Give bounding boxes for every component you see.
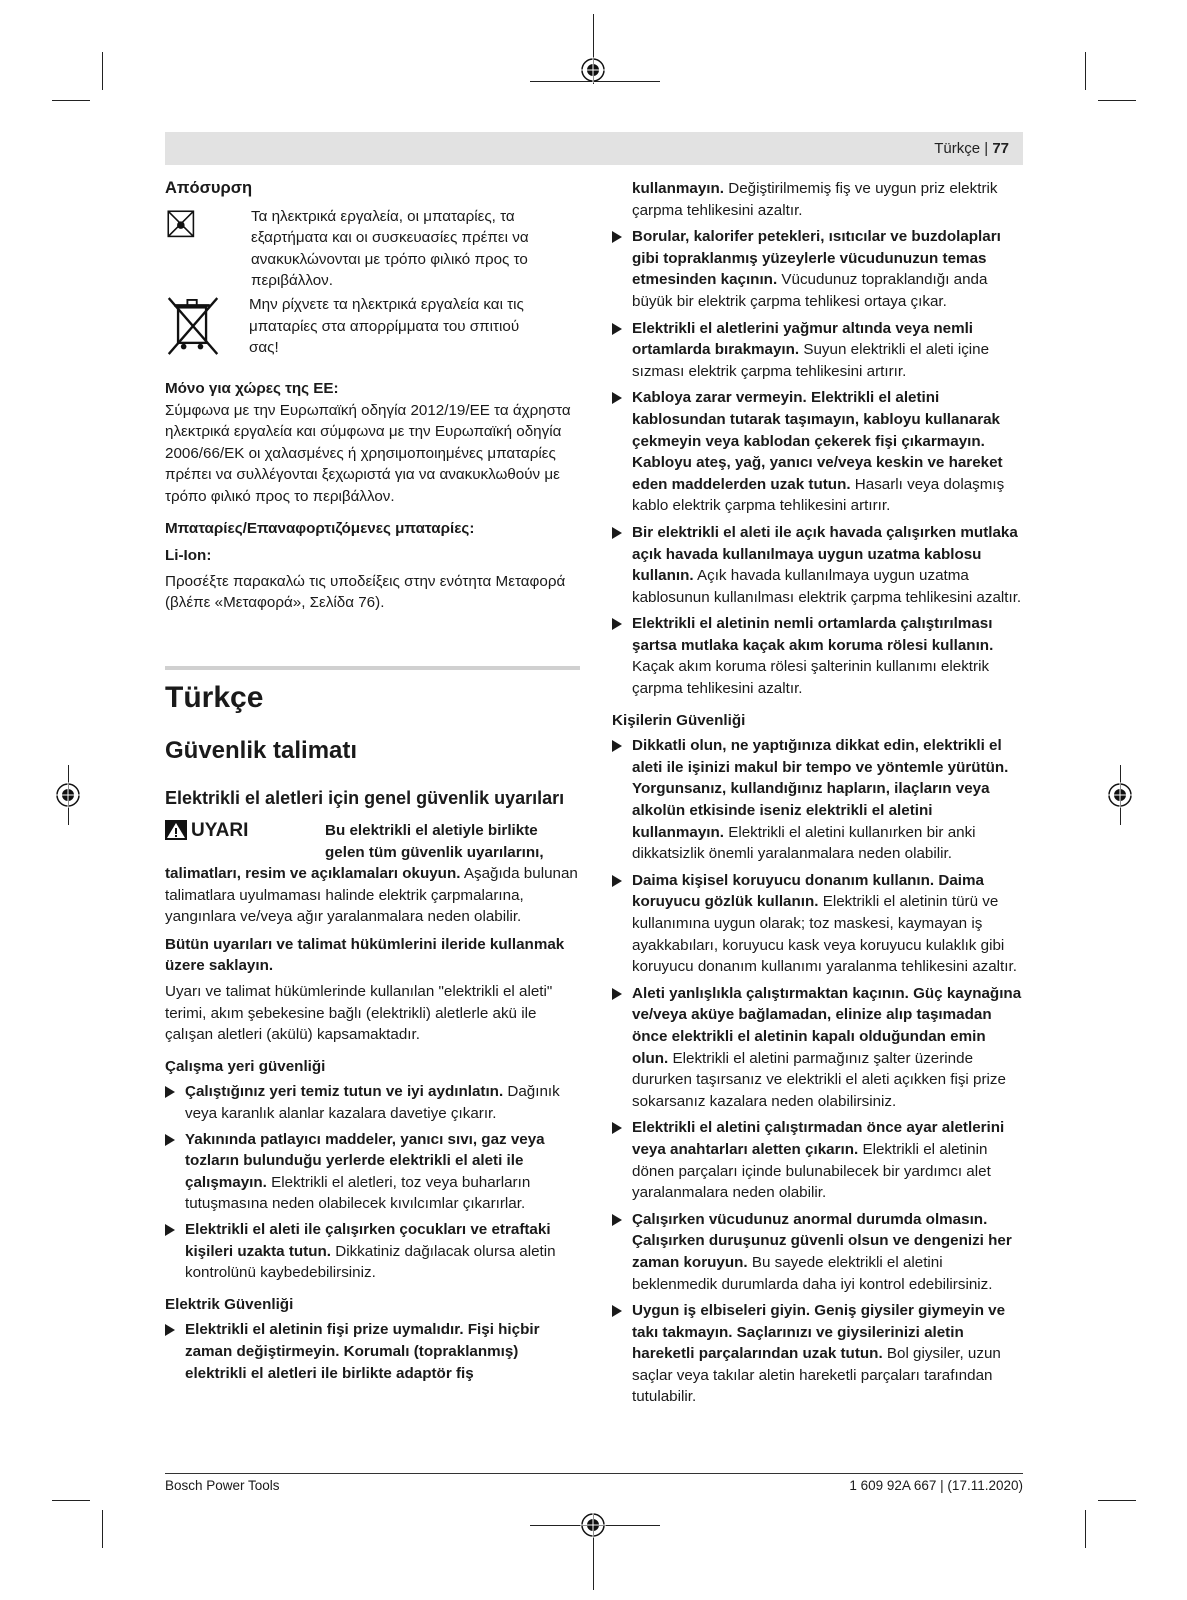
- bullet-arrow-icon: [612, 231, 622, 243]
- item-bold: Borular, kalorifer petekleri, ısıtıcılar ve buzdolapları gibi topraklanmış yüzeylerle vücudunuzun temas etmesinden kaçının.: [632, 228, 1001, 289]
- crop-mark: [102, 52, 103, 90]
- item-bold: Çalışırken vücudunuz anormal durumda olmasın. Çalışırken duruşunuz güvenli olsun ve dengenizi her zaman koruyun.: [632, 1210, 1012, 1271]
- bullet-arrow-icon: [612, 740, 622, 752]
- warning-label-text: UYARI: [191, 819, 249, 841]
- list-item: [612, 983, 1024, 1113]
- crop-mark: [52, 1500, 90, 1501]
- disposal-text-2: Μην ρίχνετε τα ηλεκτρικά εργαλεία και τις μπαταρίες στα απορρίμματα του σπιτιού σας!: [249, 295, 524, 357]
- bullet-arrow-icon: [612, 323, 622, 335]
- section-divider: [165, 666, 580, 670]
- item-text: Elektrikli el aletinin dönen parçaları içinde bulunabilecek bir yardımcı alet yaralanmalara neden olabilir.: [632, 1140, 991, 1202]
- crop-mark: [1085, 52, 1086, 90]
- disposal-text-1: Τα ηλεκτρικά εργαλεία, οι μπαταρίες, τα εξαρτήματα και οι συσκευασίες πρέπει να ανακυκλώνονται με τρόπο φιλικό προς το περιβάλλον.: [251, 207, 529, 290]
- language-title: Türkçe: [165, 680, 264, 714]
- item-text: Bol giysiler, uzun saçlar veya takılar aletin hareketli parçaları tarafından tutulabilir.: [632, 1345, 1001, 1406]
- item-text: Hasarlı veya dolaşmış kablo elektrik çarpma tehlikesini artırır.: [632, 475, 1005, 515]
- item-text: Elektrikli el aletleri, toz veya buharların tutuşmasına neden olabilecek kıvılcımlar çıkarırlar.: [185, 1173, 531, 1213]
- subsection-title: Elektrikli el aletleri için genel güvenlik uyarıları: [165, 787, 565, 808]
- item-text: Elektrikli el aletinin türü ve kullanımına uygun olarak; toz maskesi, kaymayan iş ayakkabıları, koruyucu kask veya koruyucu kulaklık gibi koruyucu donanım kullanımı yaralanma tehlikesini azaltır.: [632, 893, 1017, 976]
- item-bold: Elektrikli el aletini çalıştırmadan önce ayar aletlerini veya anahtarları aletten çıkarın.: [632, 1119, 1005, 1158]
- crop-mark: [102, 1510, 103, 1548]
- eu-heading: Μόνο για χώρες της ΕΕ:: [165, 379, 339, 397]
- registration-mark-icon: [55, 782, 81, 808]
- footer-rule: [165, 1473, 1023, 1474]
- left-column: [165, 178, 580, 1384]
- list-item: [612, 522, 1024, 608]
- crop-mark: [1098, 100, 1136, 101]
- item-bold: Aleti yanlışlıkla çalıştırmaktan kaçının. Güç kaynağına ve/veya aküye bağlamadan, elinize alıp taşımadan önce elektrikli el aletinin kapalı olduğundan emin olun.: [632, 984, 1022, 1067]
- header-separator: |: [984, 140, 989, 157]
- list-item: [612, 318, 1024, 383]
- item-bold: Elektrikli el aletinin nemli ortamlarda çalıştırılması şartsa mutlaka kaçak akım koruma rölesi kullanın.: [632, 615, 994, 654]
- term-text: Uyarı ve talimat hükümlerinde kullanılan "elektrikli el aleti" terimi, akım şebekesine bağlı (elektrikli) aletlerle akü ile çalışan aletleri (akülü) kapsamaktadır.: [165, 983, 553, 1044]
- header-language: Türkçe: [934, 140, 981, 157]
- list-item: [612, 226, 1024, 312]
- right-column: [612, 178, 1024, 1408]
- crop-mark: [1085, 1510, 1086, 1548]
- item-bold: Daima kişisel koruyucu donanım kullanın. Daima koruyucu gözlük kullanın.: [632, 871, 984, 911]
- item-text: Elektrikli el aletini parmağınız şalter üzerinde dururken taşırsanız ve elektrikli el aleti açıkken fişi prize sokarsanız kazalara neden olabilirsiniz.: [632, 1049, 1006, 1110]
- bullet-arrow-icon: [612, 1122, 622, 1134]
- footer-doc-number: 1 609 92A 667 | (17.11.2020): [849, 1478, 1023, 1493]
- item-bold: Kabloya zarar vermeyin. Elektrikli el aletini kablosundan tutarak taşımayın, kabloyu kullanarak çekmeyin veya kablodan çekerek fişi çıkarmayın. Kabloyu ateş, yağ, yanıcı ve/veya keskin ve hareket eden maddelerden uzak tutun.: [632, 389, 1003, 493]
- list-item-continued: [612, 178, 1024, 221]
- warning-block: [165, 820, 580, 863]
- item-text: Suyun elektrikli el aleti içine sızması elektrik çarpma tehlikesini artırır.: [632, 341, 990, 380]
- bullet-arrow-icon: [612, 875, 622, 887]
- warning-triangle-icon: [165, 820, 187, 840]
- bullet-arrow-icon: [165, 1134, 175, 1146]
- batteries-heading: Μπαταρίες/Επαναφορτιζόμενες μπαταρίες:: [165, 519, 475, 537]
- personal-heading: Kişilerin Güvenliği: [612, 711, 746, 729]
- item-bold: Dikkatli olun, ne yaptığınıza dikkat edin, elektrikli el aleti ile işinizi makul bir tempo ve yöntemle yürütün. Yorgunsanız, kullandığınız hapların, ilaçların veya alkolün etkisinde iseniz elektrikli el aletini kullanmayın.: [632, 737, 1009, 841]
- page-number: 77: [992, 140, 1009, 157]
- bullet-arrow-icon: [612, 527, 622, 539]
- eu-text: Σύμφωνα με την Ευρωπαϊκή οδηγία 2012/19/ΕΕ τα άχρηστα ηλεκτρικά εργαλεία και σύμφωνα με την Ευρωπαϊκή οδηγία 2006/66/ΕΚ οι χαλασμένες ή χρησιμοποιημένες μπαταρίες πρέπει να συλλέγονται ξεχωριστά για να ανακυκλωθούν με τρόπο φιλικό προς το περιβάλλον.: [165, 401, 571, 505]
- list-item: [612, 387, 1024, 517]
- page-header: [165, 132, 1023, 165]
- recycling-symbol-icon: [167, 210, 211, 254]
- list-item: [612, 1209, 1024, 1295]
- item-text: Kaçak akım koruma rölesi şalterinin kullanımı elektrik çarpma tehlikesini azaltır.: [632, 658, 990, 698]
- crop-mark: [52, 100, 90, 101]
- item-text: Dikkatiniz dağılacak olursa aletin kontrolünü kaybedebilirsiniz.: [185, 1242, 556, 1282]
- list-item: [612, 613, 1024, 699]
- bullet-arrow-icon: [612, 988, 622, 1000]
- warning-bold-2: talimatları, resim ve açıklamaları okuyun.: [165, 865, 461, 883]
- liion-text: Προσέξτε παρακαλώ τις υποδείξεις στην ενότητα Μεταφορά (βλέπε «Μεταφορά», Σελίδα 76).: [165, 572, 566, 612]
- disposal-recycle-row: [165, 206, 580, 292]
- registration-mark-icon: [580, 57, 606, 83]
- item-text: Dağınık veya karanlık alanlar kazalara davetiye çıkarır.: [185, 1083, 560, 1123]
- list-item: [612, 1117, 1024, 1203]
- bullet-arrow-icon: [165, 1324, 175, 1336]
- bullet-arrow-icon: [612, 1214, 622, 1226]
- item-bold: kullanmayın.: [632, 180, 725, 197]
- header-text: [934, 140, 1009, 157]
- list-item: [612, 735, 1024, 865]
- item-bold: Elektrikli el aletlerini yağmur altında veya nemli ortamlarda bırakmayın.: [632, 319, 974, 359]
- item-text: Değiştirilmemiş fiş ve uygun priz elektrik çarpma tehlikesini azaltır.: [632, 180, 998, 219]
- personal-list: [612, 735, 1024, 1408]
- item-bold: Yakınında patlayıcı maddeler, yanıcı sıvı, gaz veya tozların bulunduğu yerlerde elektrikli el aleti ile çalışmayın.: [185, 1130, 545, 1191]
- electric-list: [612, 226, 1024, 699]
- bullet-arrow-icon: [612, 618, 622, 630]
- warning-text: Aşağıda bulunan talimatlara uyulmaması halinde elektrik çarpmalarına, yangınlara ve/veya ağır yaralanmalara neden olabilir.: [165, 865, 578, 926]
- workplace-heading: Çalışma yeri güvenliği: [165, 1057, 326, 1075]
- item-text: Vücudunuz topraklandığı anda büyük bir elektrik çarpma tehlikesi ortaya çıkar.: [632, 271, 988, 310]
- disposal-heading: Απόσυρση: [165, 179, 253, 197]
- item-bold: Elektrikli el aletinin fişi prize uymalıdır. Fişi hiçbir zaman değiştirmeyin. Korumalı (topraklanmış) elektrikli el aletleri ile birlikte adaptör fiş: [185, 1321, 540, 1382]
- bullet-arrow-icon: [165, 1224, 175, 1236]
- registration-mark-icon: [580, 1512, 606, 1538]
- electric-heading: Elektrik Güvenliği: [165, 1295, 294, 1313]
- crossed-bin-icon: [165, 294, 221, 360]
- bullet-arrow-icon: [612, 1305, 622, 1317]
- keep-instructions: Bütün uyarıları ve talimat hükümlerini ileride kullanmak üzere saklayın.: [165, 935, 565, 975]
- warning-paragraph: [165, 863, 580, 928]
- item-text: Açık havada kullanılmaya uygun uzatma kablosunun kullanılması elektrik çarpma tehlikesini azaltır.: [632, 567, 1022, 606]
- list-item: [165, 1129, 580, 1215]
- workplace-list: [165, 1081, 580, 1283]
- list-item: [165, 1319, 580, 1384]
- warning-bold-1: Bu elektrikli el aletiyle birlikte gelen tüm güvenlik uyarılarını,: [325, 821, 544, 861]
- section-title: Güvenlik talimatı: [165, 736, 358, 764]
- bullet-arrow-icon: [612, 392, 622, 404]
- item-bold: Elektrikli el aleti ile çalışırken çocukları ve etraftaki kişileri uzakta tutun.: [185, 1221, 551, 1260]
- list-item: [165, 1081, 580, 1124]
- item-bold: Uygun iş elbiseleri giyin. Geniş giysiler giymeyin ve takı takmayın. Saçlarınızı ve giysilerinizi aletin hareketli parçalarından uzak tutun.: [632, 1302, 1006, 1363]
- item-text: Elektrikli el aletini kullanırken bir anki dikkatsizlik önemli yaralanmalara neden olabilir.: [632, 823, 976, 863]
- list-item: [165, 1219, 580, 1284]
- item-bold: Çalıştığınız yeri temiz tutun ve iyi aydınlatın.: [185, 1083, 504, 1101]
- registration-mark-icon: [1107, 782, 1133, 808]
- disposal-bin-row: [165, 294, 580, 360]
- item-bold: Bir elektrikli el aleti ile açık havada çalışırken mutlaka açık havada kullanılmaya uygun uzatma kablosu kullanın.: [632, 523, 1018, 585]
- list-item: [612, 1300, 1024, 1408]
- list-item: [612, 870, 1024, 978]
- warning-label: [165, 820, 325, 863]
- item-text: Bu sayede elektrikli el aletini beklenmedik durumlarda daha iyi kontrol edebilirsiniz.: [632, 1253, 993, 1293]
- crop-mark: [1098, 1500, 1136, 1501]
- bullet-arrow-icon: [165, 1086, 175, 1098]
- footer-brand: Bosch Power Tools: [165, 1478, 280, 1493]
- liion-heading: Li-Ion:: [165, 547, 212, 565]
